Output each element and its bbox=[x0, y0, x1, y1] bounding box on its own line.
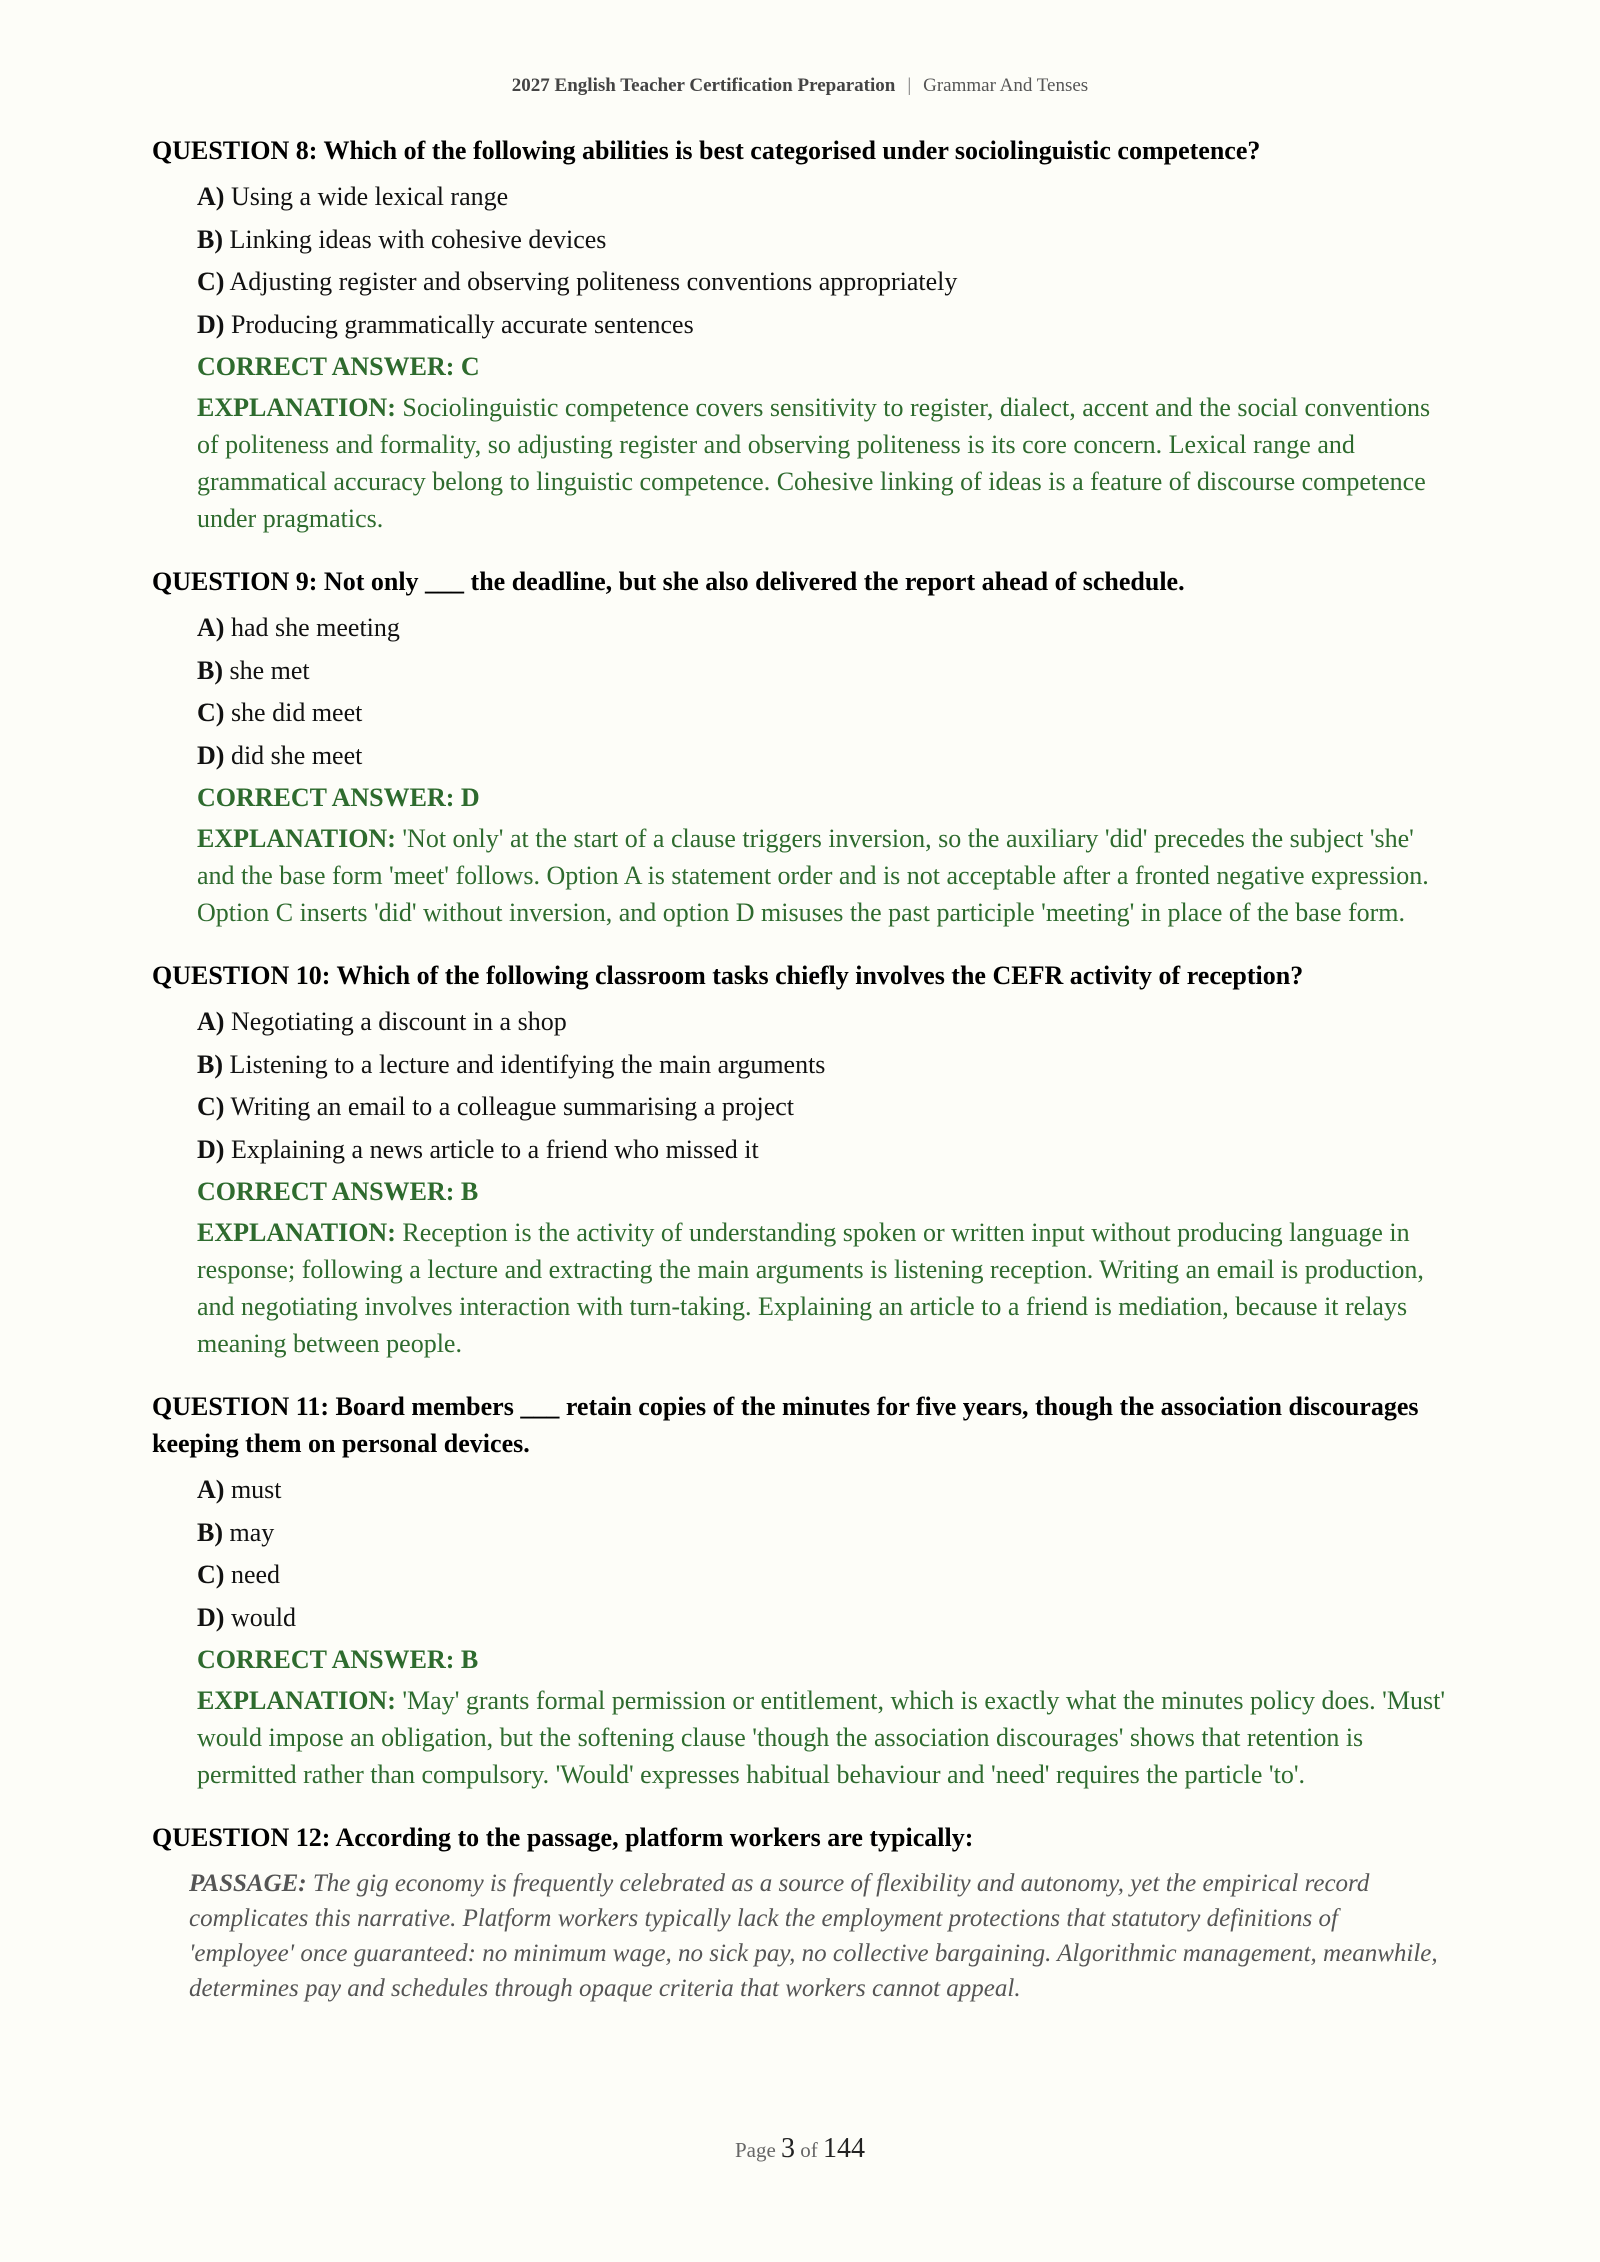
option-d bbox=[197, 1597, 1452, 1640]
option-text: need bbox=[230, 1560, 281, 1589]
option-text: Using a wide lexical range bbox=[230, 182, 509, 211]
option-list bbox=[197, 1469, 1452, 1639]
option-text: may bbox=[229, 1517, 275, 1547]
option-letter: C) bbox=[197, 698, 225, 727]
option-letter: B) bbox=[197, 655, 223, 685]
option-letter: C) bbox=[197, 1560, 225, 1589]
option-c bbox=[197, 261, 1452, 304]
option-letter: A) bbox=[197, 182, 225, 211]
correct-answer: CORRECT ANSWER: D bbox=[197, 783, 480, 812]
option-b bbox=[197, 219, 1452, 262]
option-b bbox=[197, 1044, 1452, 1087]
page-content bbox=[152, 132, 1452, 2032]
option-b bbox=[197, 1512, 1452, 1555]
passage-label: PASSAGE: bbox=[189, 1870, 307, 1897]
question-stem: QUESTION 8: Which of the following abilities is best categorised under sociolinguistic competence? bbox=[152, 136, 1261, 165]
option-text: had she meeting bbox=[230, 613, 400, 642]
question-stem: QUESTION 11: Board members ___ retain copies of the minutes for five years, though the association discourages keeping them on personal devices. bbox=[152, 1392, 1419, 1458]
option-letter: B) bbox=[197, 1517, 223, 1547]
option-c bbox=[197, 1086, 1452, 1129]
option-text: Listening to a lecture and identifying the main arguments bbox=[229, 1049, 826, 1079]
section-title: Grammar And Tenses bbox=[923, 75, 1089, 96]
option-c bbox=[197, 1554, 1452, 1597]
document-title: 2027 English Teacher Certification Preparation bbox=[511, 75, 896, 96]
option-text: Writing an email to a colleague summarising a project bbox=[230, 1092, 795, 1121]
question-stem: QUESTION 12: According to the passage, platform workers are typically: bbox=[152, 1823, 974, 1852]
explanation-label: EXPLANATION: bbox=[197, 1218, 396, 1247]
page-footer bbox=[0, 2133, 1600, 2165]
explanation-text: Sociolinguistic competence covers sensitivity to register, dialect, accent and the social conventions of politeness and formality, so adjusting register and observing politeness is its core concern. Lexical range and grammatical accuracy belong to linguistic competence. Cohesive linking of ideas is a feature of discourse competence under pragmatics. bbox=[197, 393, 1431, 533]
option-d bbox=[197, 1129, 1452, 1172]
option-text: Producing grammatically accurate sentences bbox=[230, 309, 694, 339]
option-d bbox=[197, 735, 1452, 778]
page-of: of bbox=[800, 2138, 818, 2162]
header-separator: | bbox=[907, 75, 912, 96]
option-list bbox=[197, 1001, 1452, 1171]
option-letter: C) bbox=[197, 1092, 225, 1121]
option-text: would bbox=[230, 1602, 296, 1632]
option-text: she met bbox=[229, 655, 310, 685]
option-letter: A) bbox=[197, 1007, 225, 1036]
option-b bbox=[197, 650, 1452, 693]
option-text: must bbox=[230, 1475, 282, 1504]
option-d bbox=[197, 304, 1452, 347]
page-header bbox=[0, 75, 1600, 97]
explanation-text: 'May' grants formal permission or entitlement, which is exactly what the minutes policy does. 'Must' would impose an obligation, but the softening clause 'though the association discourages' shows that retention is permitted rather than compulsory. 'Would' expresses habitual behaviour and 'need' requires the particle 'to'. bbox=[197, 1686, 1446, 1789]
reading-passage bbox=[189, 1866, 1439, 2006]
option-list bbox=[197, 607, 1452, 777]
option-a bbox=[197, 1469, 1452, 1512]
question-stem: QUESTION 10: Which of the following classroom tasks chiefly involves the CEFR activity of reception? bbox=[152, 961, 1304, 990]
option-list bbox=[197, 176, 1452, 346]
question-8 bbox=[152, 132, 1452, 537]
page-total: 144 bbox=[823, 2133, 866, 2164]
explanation-label: EXPLANATION: bbox=[197, 824, 396, 853]
option-a bbox=[197, 607, 1452, 650]
option-text: did she meet bbox=[230, 740, 363, 770]
page-number: 3 bbox=[781, 2133, 796, 2164]
option-letter: D) bbox=[197, 309, 225, 339]
option-text: Explaining a news article to a friend who missed it bbox=[230, 1134, 759, 1164]
option-a bbox=[197, 176, 1452, 219]
explanation bbox=[197, 1682, 1452, 1793]
option-c bbox=[197, 692, 1452, 735]
option-letter: A) bbox=[197, 1475, 225, 1504]
option-text: she did meet bbox=[230, 698, 363, 727]
question-9 bbox=[152, 563, 1452, 931]
option-text: Adjusting register and observing politeness conventions appropriately bbox=[229, 267, 958, 296]
explanation bbox=[197, 389, 1452, 537]
page-label: Page bbox=[734, 2138, 776, 2162]
option-text: Linking ideas with cohesive devices bbox=[229, 224, 607, 254]
correct-answer: CORRECT ANSWER: C bbox=[197, 352, 480, 381]
option-letter: B) bbox=[197, 224, 223, 254]
option-letter: D) bbox=[197, 740, 225, 770]
option-letter: D) bbox=[197, 1602, 225, 1632]
option-letter: B) bbox=[197, 1049, 223, 1079]
question-10 bbox=[152, 957, 1452, 1362]
option-text: Negotiating a discount in a shop bbox=[230, 1007, 567, 1036]
explanation-label: EXPLANATION: bbox=[197, 1686, 396, 1715]
option-a bbox=[197, 1001, 1452, 1044]
passage-text: The gig economy is frequently celebrated as a source of flexibility and autonomy, yet the empirical record complicates this narrative. Platform workers typically lack the employment protections that statutory definitions of 'employee' once guaranteed: no minimum wage, no sick pay, no collective bargaining. Algorithmic management, meanwhile, determines pay and schedules through opaque criteria that workers cannot appeal. bbox=[189, 1870, 1438, 2002]
option-letter: D) bbox=[197, 1134, 225, 1164]
explanation-text: Reception is the activity of understanding spoken or written input without producing language in response; following a lecture and extracting the main arguments is listening reception. Writing an email is production, and negotiating involves interaction with turn-taking. Explaining an article to a friend is mediation, because it relays meaning between people. bbox=[197, 1218, 1424, 1358]
question-11 bbox=[152, 1388, 1452, 1793]
option-letter: C) bbox=[197, 267, 225, 296]
correct-answer: CORRECT ANSWER: B bbox=[197, 1177, 479, 1206]
question-12 bbox=[152, 1819, 1452, 2006]
explanation-text: 'Not only' at the start of a clause triggers inversion, so the auxiliary 'did' precedes the subject 'she' and the base form 'meet' follows. Option A is statement order and is not acceptable after a fronted negative expression. Option C inserts 'did' without inversion, and option D misuses the past participle 'meeting' in place of the base form. bbox=[197, 824, 1429, 927]
explanation-label: EXPLANATION: bbox=[197, 393, 396, 422]
question-stem: QUESTION 9: Not only ___ the deadline, but she also delivered the report ahead of schedule. bbox=[152, 567, 1185, 596]
option-letter: A) bbox=[197, 613, 225, 642]
explanation bbox=[197, 820, 1452, 931]
explanation bbox=[197, 1214, 1452, 1362]
correct-answer: CORRECT ANSWER: B bbox=[197, 1645, 479, 1674]
